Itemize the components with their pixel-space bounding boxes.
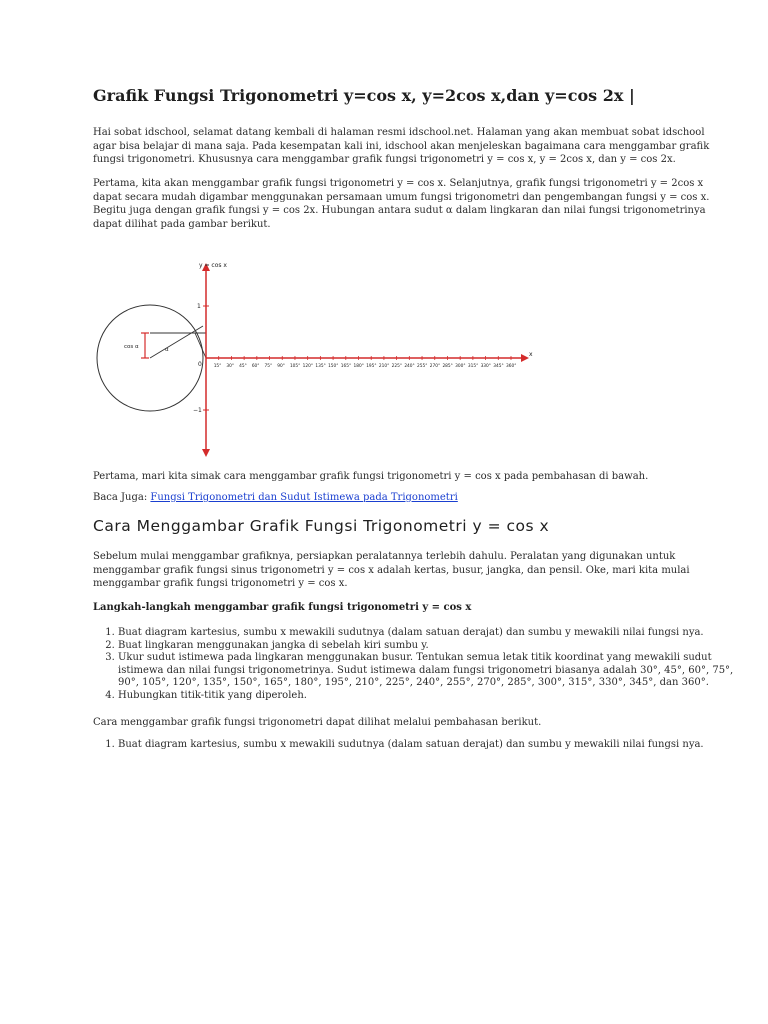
alpha-label: α	[165, 347, 169, 353]
intro-paragraph: Hai sobat idschool, selamat datang kembali di halaman resmi idschool.net. Halaman yang akan membuat sobat idschool agar bisa belajar di mana saja. Pada kesempatan kali ini, idschool akan menjeleskan bagaimana cara menggambar grafik fungsi trigonometri. Khususnya cara menggambar grafik fungsi trigonometri y = cos x, y = 2cos x, dan y = cos 2x.	[93, 127, 710, 165]
list-item: 2. Buat lingkaran menggunakan jangka di sebelah kiri sumbu y.	[118, 640, 742, 653]
x-tick-label: 135°	[315, 364, 326, 369]
x-axis-label: x	[529, 351, 533, 358]
list-item: 1. Buat diagram kartesius, sumbu x mewakili sudutnya (dalam satuan derajat) dan sumbu y mewakili nilai fungsi nya.	[118, 739, 742, 752]
y-tick-neg1: −1	[193, 407, 202, 414]
x-tick-label: 345°	[493, 364, 504, 369]
x-tick-label: 360°	[506, 364, 517, 369]
y-axis-arrow-down	[202, 449, 210, 457]
x-tick-label: 105°	[289, 364, 301, 369]
list-item: 1. Buat diagram kartesius, sumbu x mewakili sudutnya (dalam satuan derajat) dan sumbu y mewakili nilai fungsi nya.	[118, 627, 742, 640]
x-tick-label: 75°	[264, 364, 273, 369]
read-also-label: Baca Juga:	[93, 492, 151, 503]
x-tick-label: 180°	[353, 364, 364, 369]
x-tick-label: 285°	[442, 364, 453, 369]
x-tick-label: 225°	[391, 364, 402, 369]
x-tick-label: 330°	[480, 364, 491, 369]
x-tick-label: 150°	[328, 364, 339, 369]
steps-heading: Langkah-langkah menggambar grafik fungsi trigonometri y = cos x	[93, 602, 472, 613]
x-tick-label: 195°	[366, 364, 377, 369]
read-also	[93, 492, 458, 503]
paragraph-2: Pertama, kita akan menggambar grafik fungsi trigonometri y = cos x. Selanjutnya, grafik fungsi trigonometri y = 2cos x dapat secara mudah digambar menggunakan persamaan umum fungsi trigonometri dan pengembangan fungsi y = cos x. Begitu juga dengan grafik fungsi y = cos 2x. Hubungan antara sudut α dalam lingkaran dan nilai fungsi trigonometrinya dapat dilihat pada gambar berikut.	[93, 178, 710, 230]
x-tick-label: 315°	[467, 364, 479, 369]
x-tick-label: 240°	[404, 364, 415, 369]
x-tick-label: 255°	[417, 364, 428, 369]
list-item: 3. Ukur sudut istimewa pada lingkaran menggunakan busur. Tentukan semua letak titik koordinat yang mewakili sudut istimewa dan nilai fungsi trigonometrinya. Sudut istimewa dalam fungsi trigonometri biasanya adalah 30°, 45°, 60°, 75°, 90°, 105°, 120°, 135°, 150°, 165°, 180°, 195°, 210°, 225°, 240°, 255°, 270°, 285°, 300°, 315°, 330°, 345°, dan 360°.	[118, 652, 742, 690]
x-tick-label: 45°	[239, 364, 247, 369]
x-axis-arrow	[521, 354, 529, 362]
x-tick-label: 270°	[429, 364, 441, 369]
y-axis-label: y = cos x	[199, 262, 227, 269]
x-tick-label: 120°	[302, 364, 314, 369]
section-heading: Cara Menggambar Grafik Fungsi Trigonometri y = cos x	[93, 517, 550, 535]
y-tick-1: 1	[197, 303, 201, 310]
read-also-link[interactable]: Fungsi Trigonometri dan Sudut Istimewa pada Trigonometri	[150, 492, 458, 503]
x-tick-label: 300°	[455, 364, 466, 369]
x-tick-label: 210°	[378, 364, 390, 369]
x-tick-label: 15°	[213, 364, 222, 369]
steps-list-2	[93, 739, 742, 752]
paragraph-5: Cara menggambar grafik fungsi trigonometri dapat dilihat melalui pembahasan berikut.	[93, 717, 542, 728]
paragraph-4: Sebelum mulai menggambar grafiknya, persiapkan peralatannya terlebih dahulu. Peralatan yang digunakan untuk menggambar grafik fungsi sinus trigonometri y = cos x adalah kertas, busur, jangka, dan pensil. Oke, mari kita mulai menggambar grafik fungsi trigonometri y = cos x.	[93, 551, 690, 589]
y-tick-0: 0	[198, 361, 202, 368]
list-item: 4. Hubungkan titik-titik yang diperoleh.	[118, 690, 742, 703]
steps-list	[93, 627, 742, 702]
unit-circle-figure	[93, 255, 553, 460]
x-tick-label: 30°	[226, 364, 235, 369]
x-tick-label: 60°	[251, 364, 260, 369]
connector-line	[195, 333, 206, 358]
radius-line	[150, 326, 203, 358]
page-title: Grafik Fungsi Trigonometri y=cos x, y=2cos x,dan y=cos 2x |	[93, 86, 635, 105]
paragraph-3: Pertama, mari kita simak cara menggambar grafik fungsi trigonometri y = cos x pada pembahasan di bawah.	[93, 471, 649, 482]
x-tick-label: 165°	[340, 364, 352, 369]
x-tick-label: 90°	[277, 364, 285, 369]
cos-label: cos α	[124, 344, 139, 350]
